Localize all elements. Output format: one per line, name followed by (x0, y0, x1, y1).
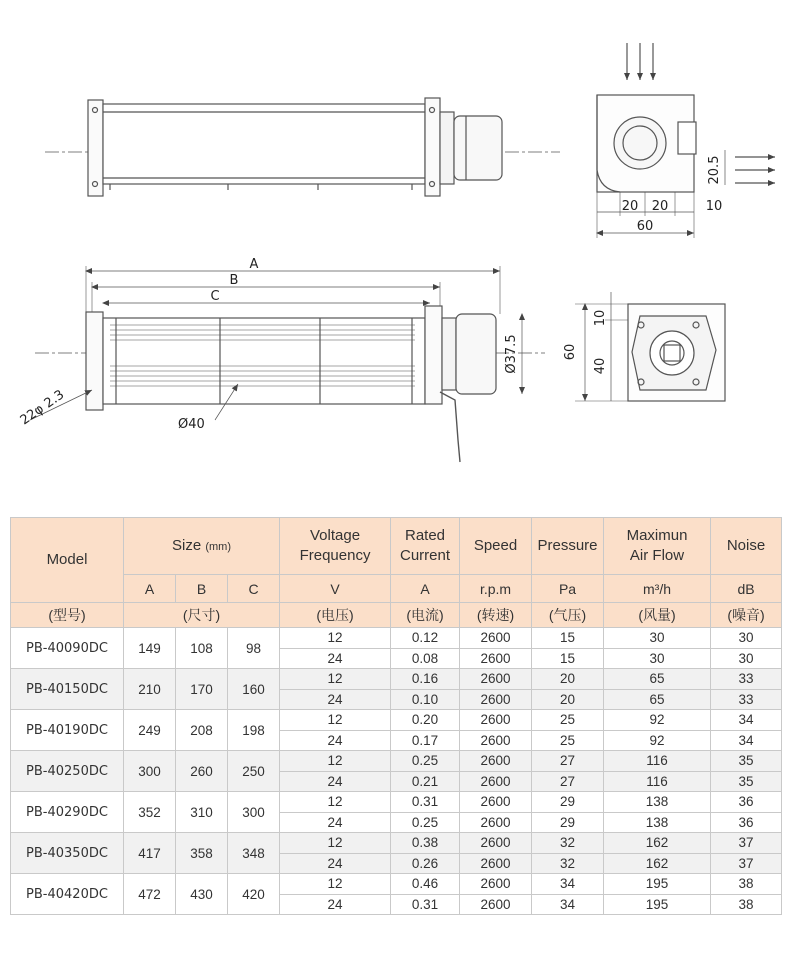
cell-model: PB-40190DC (11, 710, 124, 751)
cn-voltage: (电压) (280, 603, 391, 628)
cell-v: 24 (280, 853, 391, 874)
cell-i: 0.31 (391, 792, 460, 813)
cell-model: PB-40150DC (11, 669, 124, 710)
cell-db: 34 (711, 730, 782, 751)
cell-v: 24 (280, 894, 391, 915)
cell-flow: 162 (604, 833, 711, 854)
blower-front-view (30, 266, 545, 462)
table-row (11, 628, 782, 649)
cell-v: 24 (280, 730, 391, 751)
cell-rpm: 2600 (460, 689, 532, 710)
cell-i: 0.31 (391, 894, 460, 915)
cell-i: 0.16 (391, 669, 460, 690)
header-voltage-line2: Frequency (299, 547, 371, 564)
cell-model: PB-40250DC (11, 751, 124, 792)
header-current-line1: Rated (405, 527, 446, 544)
header-pressure: Pressure (532, 518, 604, 575)
rotor-diameter-label: Ø40 (178, 417, 205, 432)
cell-rpm: 2600 (460, 792, 532, 813)
cell-flow: 92 (604, 730, 711, 751)
cell-rpm: 2600 (460, 751, 532, 772)
cell-c: 98 (228, 628, 280, 669)
cell-b: 260 (176, 751, 228, 792)
header-size-unit: (mm) (205, 540, 232, 553)
cell-flow: 162 (604, 853, 711, 874)
end-40-label: 40 (593, 357, 608, 375)
cell-b: 170 (176, 669, 228, 710)
cell-db: 36 (711, 812, 782, 833)
cell-flow: 195 (604, 874, 711, 895)
cell-flow: 30 (604, 648, 711, 669)
cell-flow: 195 (604, 894, 711, 915)
cell-pa: 25 (532, 730, 604, 751)
cell-c: 250 (228, 751, 280, 792)
header-size-label: Size (172, 536, 202, 554)
unit-voltage: V (280, 575, 391, 603)
cell-flow: 138 (604, 792, 711, 813)
cn-noise: (噪音) (711, 603, 782, 628)
cn-size: (尺寸) (124, 603, 280, 628)
cn-airflow: (风量) (604, 603, 711, 628)
cell-a: 300 (124, 751, 176, 792)
dim-20a-label: 20 (621, 199, 639, 214)
header-current-line2: Current (400, 547, 451, 564)
cell-v: 12 (280, 669, 391, 690)
cell-i: 0.25 (391, 812, 460, 833)
cell-db: 33 (711, 669, 782, 690)
cell-db: 38 (711, 874, 782, 895)
cell-rpm: 2600 (460, 874, 532, 895)
header-model: Model (11, 518, 124, 603)
cell-rpm: 2600 (460, 812, 532, 833)
cell-i: 0.17 (391, 730, 460, 751)
cell-v: 12 (280, 710, 391, 731)
cell-c: 420 (228, 874, 280, 915)
cell-v: 12 (280, 833, 391, 854)
cell-i: 0.12 (391, 628, 460, 649)
cell-db: 35 (711, 751, 782, 772)
dim-20b-label: 20 (651, 199, 669, 214)
cell-v: 12 (280, 792, 391, 813)
cell-pa: 32 (532, 833, 604, 854)
cell-a: 149 (124, 628, 176, 669)
table-row (11, 710, 782, 731)
cn-model: (型号) (11, 603, 124, 628)
cell-a: 417 (124, 833, 176, 874)
dim-60-label: 60 (636, 219, 654, 234)
dim-20-5-label: 20.5 (707, 155, 722, 185)
cell-pa: 15 (532, 648, 604, 669)
dim-a-label: A (249, 257, 259, 272)
cell-db: 30 (711, 628, 782, 649)
cell-db: 35 (711, 771, 782, 792)
cell-i: 0.21 (391, 771, 460, 792)
cell-rpm: 2600 (460, 648, 532, 669)
cell-pa: 20 (532, 669, 604, 690)
cell-rpm: 2600 (460, 771, 532, 792)
cell-b: 208 (176, 710, 228, 751)
unit-a: A (124, 575, 176, 603)
cell-pa: 29 (532, 812, 604, 833)
cell-b: 430 (176, 874, 228, 915)
cell-pa: 27 (532, 771, 604, 792)
cell-pa: 32 (532, 853, 604, 874)
cell-rpm: 2600 (460, 710, 532, 731)
end-60-label: 60 (563, 343, 578, 361)
table-row (11, 833, 782, 854)
hole-spec-label: 22φ 2.3 (17, 387, 68, 429)
cell-i: 0.25 (391, 751, 460, 772)
cell-flow: 92 (604, 710, 711, 731)
cell-model: PB-40090DC (11, 628, 124, 669)
cell-a: 249 (124, 710, 176, 751)
cell-v: 24 (280, 689, 391, 710)
cell-a: 472 (124, 874, 176, 915)
blower-end-view-bottom (575, 292, 725, 401)
table-row (11, 792, 782, 813)
cell-v: 12 (280, 628, 391, 649)
cell-b: 310 (176, 792, 228, 833)
unit-c: C (228, 575, 280, 603)
header-size (124, 518, 280, 575)
cell-i: 0.20 (391, 710, 460, 731)
cell-model: PB-40290DC (11, 792, 124, 833)
cell-i: 0.46 (391, 874, 460, 895)
spec-table (10, 517, 782, 915)
cell-pa: 27 (532, 751, 604, 772)
cell-db: 37 (711, 853, 782, 874)
cell-pa: 20 (532, 689, 604, 710)
cell-i: 0.08 (391, 648, 460, 669)
cell-c: 300 (228, 792, 280, 833)
cell-v: 24 (280, 771, 391, 792)
dim-c-label: C (210, 289, 220, 304)
cell-db: 38 (711, 894, 782, 915)
cell-rpm: 2600 (460, 669, 532, 690)
cell-pa: 34 (532, 874, 604, 895)
cell-db: 30 (711, 648, 782, 669)
header-airflow-line1: Maximun (626, 527, 688, 544)
header-current (391, 518, 460, 575)
table-row (11, 751, 782, 772)
cell-rpm: 2600 (460, 894, 532, 915)
cell-rpm: 2600 (460, 853, 532, 874)
cell-rpm: 2600 (460, 833, 532, 854)
cell-rpm: 2600 (460, 730, 532, 751)
cell-c: 198 (228, 710, 280, 751)
dim-b-label: B (229, 273, 239, 288)
cell-a: 352 (124, 792, 176, 833)
cell-a: 210 (124, 669, 176, 710)
cell-i: 0.10 (391, 689, 460, 710)
cell-flow: 116 (604, 751, 711, 772)
header-speed: Speed (460, 518, 532, 575)
cell-rpm: 2600 (460, 628, 532, 649)
cell-i: 0.38 (391, 833, 460, 854)
cell-model: PB-40420DC (11, 874, 124, 915)
unit-noise: dB (711, 575, 782, 603)
cell-b: 358 (176, 833, 228, 874)
blower-top-view (45, 98, 560, 196)
unit-pressure: Pa (532, 575, 604, 603)
cell-v: 24 (280, 812, 391, 833)
cell-pa: 25 (532, 710, 604, 731)
spec-table-body (11, 628, 782, 915)
motor-diameter-label: Ø37.5 (504, 334, 519, 374)
cell-flow: 116 (604, 771, 711, 792)
cn-pressure: (气压) (532, 603, 604, 628)
cell-c: 348 (228, 833, 280, 874)
cell-pa: 15 (532, 628, 604, 649)
cell-flow: 65 (604, 669, 711, 690)
table-row (11, 874, 782, 895)
cell-v: 24 (280, 648, 391, 669)
cell-db: 33 (711, 689, 782, 710)
cell-v: 12 (280, 751, 391, 772)
dim-10-label: 10 (705, 199, 723, 214)
cell-model: PB-40350DC (11, 833, 124, 874)
cell-v: 12 (280, 874, 391, 895)
cell-db: 34 (711, 710, 782, 731)
unit-current: A (391, 575, 460, 603)
cn-current: (电流) (391, 603, 460, 628)
unit-airflow: m³/h (604, 575, 711, 603)
cell-pa: 34 (532, 894, 604, 915)
header-noise: Noise (711, 518, 782, 575)
unit-speed: r.p.m (460, 575, 532, 603)
header-voltage-line1: Voltage (309, 527, 361, 544)
unit-b: B (176, 575, 228, 603)
header-airflow-line2: Air Flow (629, 547, 685, 564)
cell-b: 108 (176, 628, 228, 669)
header-voltage (280, 518, 391, 575)
cell-db: 36 (711, 792, 782, 813)
cell-c: 160 (228, 669, 280, 710)
cell-flow: 30 (604, 628, 711, 649)
header-airflow (604, 518, 711, 575)
cell-flow: 65 (604, 689, 711, 710)
cell-db: 37 (711, 833, 782, 854)
end-10-label: 10 (593, 309, 608, 327)
cell-flow: 138 (604, 812, 711, 833)
cell-i: 0.26 (391, 853, 460, 874)
cn-speed: (转速) (460, 603, 532, 628)
cell-pa: 29 (532, 792, 604, 813)
table-row (11, 669, 782, 690)
